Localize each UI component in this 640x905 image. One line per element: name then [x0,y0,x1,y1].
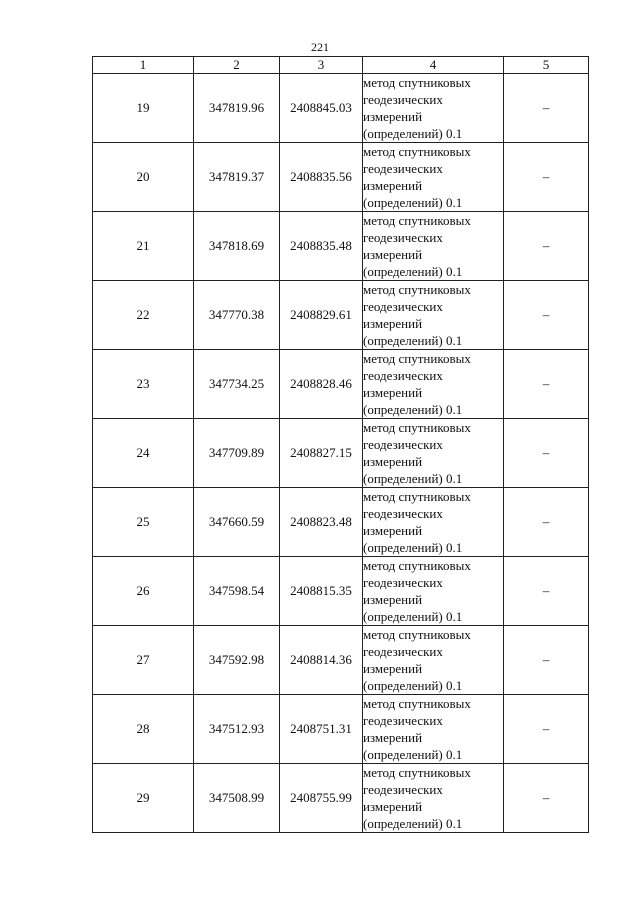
table-row [93,557,589,626]
column-header: 2 [194,57,280,74]
x-coordinate-cell: 347819.96 [194,74,280,143]
point-number-cell: 19 [93,74,194,143]
table-row [93,764,589,833]
point-number-cell: 29 [93,764,194,833]
x-coordinate-cell: 347598.54 [194,557,280,626]
y-coordinate-cell: 2408751.31 [280,695,363,764]
method-line: измерений [363,523,423,538]
y-coordinate-cell: 2408828.46 [280,350,363,419]
method-line: метод спутниковых [363,696,471,711]
method-line: (определений) 0.1 [363,471,463,486]
method-line: метод спутниковых [363,765,471,780]
method-line: метод спутниковых [363,627,471,642]
y-coordinate-cell: 2408845.03 [280,74,363,143]
method-line: метод спутниковых [363,489,471,504]
method-line: геодезических [363,506,443,521]
column-5-cell: – [504,281,589,350]
x-coordinate-cell: 347709.89 [194,419,280,488]
method-line: измерений [363,247,423,262]
x-coordinate-cell: 347512.93 [194,695,280,764]
method-line: метод спутниковых [363,282,471,297]
point-number-cell: 23 [93,350,194,419]
method-cell [363,281,504,350]
method-line: геодезических [363,299,443,314]
point-number-cell: 28 [93,695,194,764]
method-cell [363,419,504,488]
header-row [93,57,589,74]
point-number-cell: 20 [93,143,194,212]
point-number-cell: 21 [93,212,194,281]
method-line: измерений [363,799,423,814]
method-line: измерений [363,454,423,469]
method-line: измерений [363,661,423,676]
coordinates-table [92,56,589,833]
column-header: 3 [280,57,363,74]
table-row [93,350,589,419]
method-line: измерений [363,385,423,400]
y-coordinate-cell: 2408835.48 [280,212,363,281]
method-line: (определений) 0.1 [363,402,463,417]
method-line: (определений) 0.1 [363,264,463,279]
method-line: геодезических [363,644,443,659]
y-coordinate-cell: 2408823.48 [280,488,363,557]
method-line: (определений) 0.1 [363,126,463,141]
page-number: 221 [311,40,329,54]
table-row [93,212,589,281]
method-line: геодезических [363,437,443,452]
method-line: (определений) 0.1 [363,816,463,831]
method-line: геодезических [363,575,443,590]
method-line: (определений) 0.1 [363,678,463,693]
column-5-cell: – [504,557,589,626]
method-line: измерений [363,592,423,607]
y-coordinate-cell: 2408814.36 [280,626,363,695]
method-line: (определений) 0.1 [363,195,463,210]
method-cell [363,626,504,695]
column-5-cell: – [504,626,589,695]
column-5-cell: – [504,143,589,212]
y-coordinate-cell: 2408827.15 [280,419,363,488]
method-cell [363,764,504,833]
method-line: геодезических [363,713,443,728]
method-line: метод спутниковых [363,558,471,573]
table-row [93,695,589,764]
x-coordinate-cell: 347770.38 [194,281,280,350]
method-line: измерений [363,109,423,124]
table-row [93,143,589,212]
column-header: 1 [93,57,194,74]
method-cell [363,695,504,764]
column-5-cell: – [504,488,589,557]
table-row [93,74,589,143]
y-coordinate-cell: 2408815.35 [280,557,363,626]
column-5-cell: – [504,74,589,143]
x-coordinate-cell: 347660.59 [194,488,280,557]
table-row [93,626,589,695]
point-number-cell: 26 [93,557,194,626]
table-body [93,74,589,833]
method-cell [363,557,504,626]
method-line: геодезических [363,161,443,176]
table-row [93,488,589,557]
x-coordinate-cell: 347508.99 [194,764,280,833]
method-line: (определений) 0.1 [363,747,463,762]
table-row [93,419,589,488]
y-coordinate-cell: 2408755.99 [280,764,363,833]
method-line: метод спутниковых [363,75,471,90]
column-header: 4 [363,57,504,74]
method-line: геодезических [363,782,443,797]
method-cell [363,74,504,143]
method-line: измерений [363,316,423,331]
method-line: метод спутниковых [363,420,471,435]
column-5-cell: – [504,419,589,488]
y-coordinate-cell: 2408835.56 [280,143,363,212]
method-line: измерений [363,178,423,193]
method-line: метод спутниковых [363,213,471,228]
method-line: (определений) 0.1 [363,540,463,555]
method-line: метод спутниковых [363,144,471,159]
method-line: геодезических [363,230,443,245]
method-line: (определений) 0.1 [363,333,463,348]
method-cell [363,212,504,281]
method-line: геодезических [363,92,443,107]
x-coordinate-cell: 347818.69 [194,212,280,281]
point-number-cell: 24 [93,419,194,488]
method-cell [363,488,504,557]
column-5-cell: – [504,212,589,281]
point-number-cell: 27 [93,626,194,695]
method-line: измерений [363,730,423,745]
table-row [93,281,589,350]
method-line: (определений) 0.1 [363,609,463,624]
method-line: геодезических [363,368,443,383]
point-number-cell: 22 [93,281,194,350]
method-cell [363,350,504,419]
column-5-cell: – [504,695,589,764]
x-coordinate-cell: 347819.37 [194,143,280,212]
point-number-cell: 25 [93,488,194,557]
x-coordinate-cell: 347592.98 [194,626,280,695]
x-coordinate-cell: 347734.25 [194,350,280,419]
column-5-cell: – [504,350,589,419]
column-5-cell: – [504,764,589,833]
method-line: метод спутниковых [363,351,471,366]
y-coordinate-cell: 2408829.61 [280,281,363,350]
method-cell [363,143,504,212]
column-header: 5 [504,57,589,74]
